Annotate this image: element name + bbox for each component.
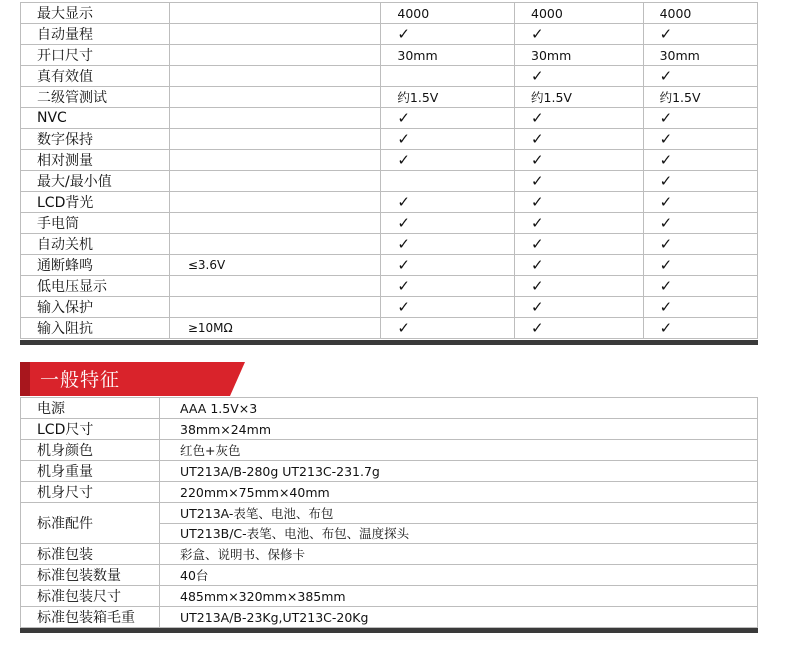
general-label: 电源: [21, 398, 160, 419]
spec-label: 输入阻抗: [21, 318, 170, 339]
check-icon: ✓: [531, 192, 544, 211]
spec-value: [643, 108, 757, 129]
spec-row: [21, 66, 758, 87]
spec-value: [381, 192, 515, 213]
spec-value: [643, 318, 757, 339]
spec-note: [169, 192, 381, 213]
spec-row: [21, 255, 758, 276]
spec-value-text: 30mm: [397, 47, 438, 63]
spec-label: 最大显示: [21, 3, 170, 24]
check-icon: ✓: [531, 108, 544, 127]
spec-value: [381, 297, 515, 318]
spec-note: [169, 234, 381, 255]
spec-note: [169, 45, 381, 66]
spec-row: [21, 297, 758, 318]
spec-row: [21, 108, 758, 129]
general-row: [21, 607, 758, 628]
general-row: [21, 419, 758, 440]
spec-value: [515, 108, 644, 129]
spec-value: [515, 213, 644, 234]
spec-label: 自动量程: [21, 24, 170, 45]
general-value: UT213A-表笔、电池、布包: [160, 503, 758, 524]
check-icon: ✓: [531, 24, 544, 43]
general-value: UT213A/B-23Kg,UT213C-20Kg: [160, 607, 758, 628]
section-header-general: [20, 362, 245, 396]
spec-value: [381, 255, 515, 276]
spec-note: [169, 66, 381, 87]
check-icon: ✓: [397, 255, 410, 274]
spec-value: [515, 3, 644, 24]
spec-value: [515, 255, 644, 276]
spec-value: [515, 24, 644, 45]
spec-value: [381, 3, 515, 24]
spec-value: [381, 213, 515, 234]
spec-value: [643, 129, 757, 150]
general-value: 220mm×75mm×40mm: [160, 482, 758, 503]
check-icon: ✓: [397, 234, 410, 253]
spec-value: [515, 129, 644, 150]
spec-value: [515, 276, 644, 297]
general-table: [20, 397, 758, 628]
general-value: AAA 1.5V×3: [160, 398, 758, 419]
check-icon: ✓: [659, 66, 673, 85]
spec-value: [381, 129, 515, 150]
check-icon: ✓: [531, 66, 544, 85]
spec-value: [515, 318, 644, 339]
check-icon: ✓: [659, 318, 673, 337]
spec-note: [169, 276, 381, 297]
general-value: 彩盒、说明书、保修卡: [160, 544, 758, 565]
spec-note: [169, 213, 381, 234]
spec-row: [21, 318, 758, 339]
spec-value: [381, 66, 515, 87]
check-icon: ✓: [659, 108, 673, 127]
check-icon: ✓: [659, 234, 673, 253]
spec-label: 手电筒: [21, 213, 170, 234]
general-value: UT213B/C-表笔、电池、布包、温度探头: [160, 523, 758, 544]
spec-value-text: 30mm: [531, 47, 572, 63]
check-icon: ✓: [397, 24, 410, 43]
check-icon: ✓: [659, 255, 673, 274]
spec-value: [381, 45, 515, 66]
spec-value: [643, 255, 757, 276]
check-icon: ✓: [659, 171, 673, 190]
general-row: [21, 586, 758, 607]
spec-note: [169, 129, 381, 150]
general-row: [21, 544, 758, 565]
spec-note: [169, 24, 381, 45]
spec-value-text: 4000: [531, 5, 563, 21]
check-icon: ✓: [397, 108, 410, 127]
spec-label: 输入保护: [21, 297, 170, 318]
spec-row: [21, 150, 758, 171]
spec-value: [515, 150, 644, 171]
spec-label: 开口尺寸: [21, 45, 170, 66]
section-title: 一般特征: [40, 369, 121, 391]
general-row: [21, 503, 758, 524]
general-row: [21, 461, 758, 482]
check-icon: ✓: [531, 129, 544, 148]
check-icon: ✓: [659, 24, 673, 43]
spec-row: [21, 192, 758, 213]
spec-value-text: 约1.5V: [531, 90, 572, 105]
general-value: 38mm×24mm: [160, 419, 758, 440]
spec-value-text: 4000: [659, 5, 692, 21]
spec-value: [643, 3, 757, 24]
check-icon: ✓: [659, 129, 673, 148]
spec-note: [169, 150, 381, 171]
spec-value: [643, 66, 757, 87]
general-label: 标准配件: [21, 503, 160, 544]
spec-table: [20, 2, 758, 339]
check-icon: ✓: [531, 150, 544, 169]
general-label: LCD尺寸: [21, 419, 160, 440]
check-icon: ✓: [659, 150, 673, 169]
spec-value-text: 约1.5V: [397, 90, 439, 105]
general-value: 红色+灰色: [160, 440, 758, 461]
general-row: [21, 398, 758, 419]
spec-note: [169, 297, 381, 318]
spec-value: [643, 150, 757, 171]
general-label: 机身重量: [21, 461, 160, 482]
spec-note: ≤3.6V: [169, 255, 381, 276]
spec-value: [515, 192, 644, 213]
general-row: [21, 565, 758, 586]
general-row: [21, 482, 758, 503]
general-label: 标准包装尺寸: [21, 586, 160, 607]
spec-value-text: 4000: [397, 5, 430, 21]
check-icon: ✓: [397, 276, 410, 295]
spec-value: [381, 234, 515, 255]
spec-note: [169, 3, 381, 24]
spec-row: [21, 171, 758, 192]
spec-value: [381, 108, 515, 129]
check-icon: ✓: [531, 171, 544, 190]
spec-value: [515, 171, 644, 192]
general-label: 标准包装: [21, 544, 160, 565]
check-icon: ✓: [659, 192, 673, 211]
spec-row: [21, 276, 758, 297]
check-icon: ✓: [659, 297, 673, 316]
spec-value: [643, 192, 757, 213]
spec-value: [643, 24, 757, 45]
spec-note: ≥10MΩ: [169, 318, 381, 339]
spec-label: NVC: [21, 108, 170, 129]
spec-label: 数字保持: [21, 129, 170, 150]
spec-row: [21, 45, 758, 66]
spec-label: 最大/最小值: [21, 171, 170, 192]
spec-label: 真有效值: [21, 66, 170, 87]
spec-value: [515, 87, 644, 108]
spec-value: [643, 87, 757, 108]
spec-label: 相对测量: [21, 150, 170, 171]
spec-value: [515, 234, 644, 255]
check-icon: ✓: [659, 213, 673, 232]
check-icon: ✓: [531, 213, 544, 232]
spec-value: [643, 234, 757, 255]
spec-value: [381, 276, 515, 297]
spec-value: [381, 87, 515, 108]
check-icon: ✓: [397, 297, 410, 316]
spec-label: 自动关机: [21, 234, 170, 255]
spec-value: [381, 171, 515, 192]
check-icon: ✓: [531, 234, 544, 253]
spec-row: [21, 213, 758, 234]
general-label: 标准包装箱毛重: [21, 607, 160, 628]
spec-value: [643, 171, 757, 192]
spec-row: [21, 3, 758, 24]
spec-label: 低电压显示: [21, 276, 170, 297]
spec-value: [515, 45, 644, 66]
spec-value: [381, 318, 515, 339]
check-icon: ✓: [397, 213, 410, 232]
spec-row: [21, 129, 758, 150]
spec-row: [21, 234, 758, 255]
spec-note: [169, 171, 381, 192]
spec-note: [169, 87, 381, 108]
spec-value: [381, 24, 515, 45]
check-icon: ✓: [397, 192, 410, 211]
general-value: UT213A/B-280g UT213C-231.7g: [160, 461, 758, 482]
spec-row: [21, 24, 758, 45]
general-label: 机身尺寸: [21, 482, 160, 503]
general-row: [21, 440, 758, 461]
check-icon: ✓: [531, 318, 544, 337]
spec-label: LCD背光: [21, 192, 170, 213]
spec-value: [643, 45, 757, 66]
check-icon: ✓: [397, 318, 410, 337]
check-icon: ✓: [659, 276, 673, 295]
spec-value: [643, 276, 757, 297]
general-value: 40台: [160, 565, 758, 586]
general-value: 485mm×320mm×385mm: [160, 586, 758, 607]
spec-value: [515, 66, 644, 87]
spec-note: [169, 108, 381, 129]
general-label: 机身颜色: [21, 440, 160, 461]
spec-value: [515, 297, 644, 318]
spec-value-text: 30mm: [659, 47, 700, 63]
check-icon: ✓: [397, 129, 410, 148]
spec-table-bottom-bar: [20, 340, 758, 345]
general-label: 标准包装数量: [21, 565, 160, 586]
check-icon: ✓: [531, 297, 544, 316]
spec-label: 二级管测试: [21, 87, 170, 108]
spec-label: 通断蜂鸣: [21, 255, 170, 276]
spec-row: [21, 87, 758, 108]
check-icon: ✓: [397, 150, 410, 169]
general-table-bottom-bar: [20, 628, 758, 633]
spec-value: [643, 213, 757, 234]
spec-value-text: 约1.5V: [659, 90, 701, 105]
spec-value: [381, 150, 515, 171]
check-icon: ✓: [531, 276, 544, 295]
check-icon: ✓: [531, 255, 544, 274]
spec-value: [643, 297, 757, 318]
